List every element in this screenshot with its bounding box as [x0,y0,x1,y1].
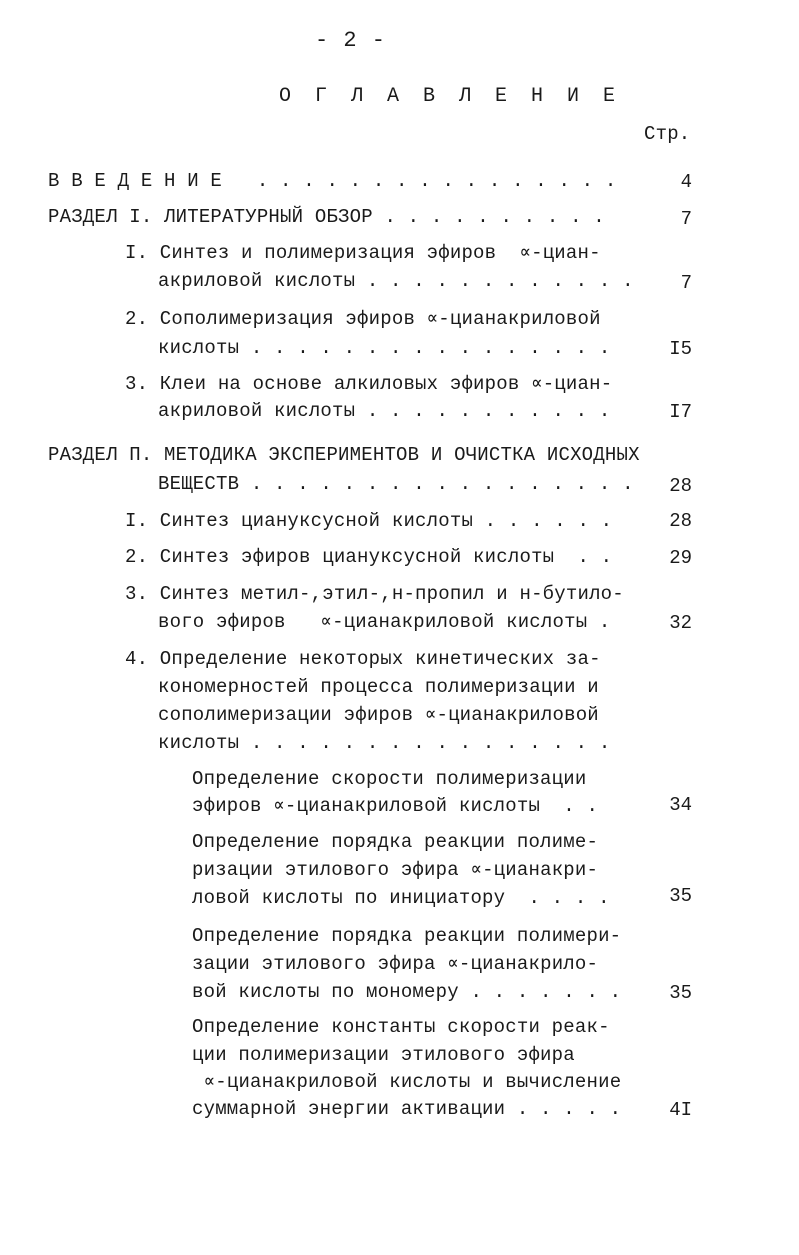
toc-entry-2-4-c-line2: зации этилового эфира ∝-цианакрило- [192,953,599,975]
toc-entry-2-4-a-line2: эфиров ∝-цианакриловой кислоты . . [192,795,599,817]
toc-page-2-4-a: 34 [669,794,692,816]
toc-entry-2-4-d-line2: ции полимеризации этилового эфира [192,1044,575,1066]
toc-entry-section-1: РАЗДЕЛ I. ЛИТЕРАТУРНЫЙ ОБЗОР . . . . . . . . . . [48,206,605,228]
toc-page-1-3: I7 [669,401,692,423]
toc-entry-2-1: I. Синтез циануксусной кислоты . . . . . . [125,510,613,532]
toc-entry-2-4-line2: кономерностей процесса полимеризации и [158,676,599,698]
toc-entry-2-4-a-line1: Определение скорости полимеризации [192,768,587,790]
toc-entry-2-2: 2. Синтез эфиров циануксусной кислоты . . [125,546,613,568]
toc-entry-2-4-line3: сополимеризации эфиров ∝-цианакриловой [158,704,599,726]
toc-entry-1-1-line2: акриловой кислоты . . . . . . . . . . . . [158,270,634,292]
toc-entry-intro: В В Е Д Е Н И Е . . . . . . . . . . . . . . . . [48,170,617,192]
toc-entry-1-3-line1: 3. Клеи на основе алкиловых эфиров ∝-циан- [125,373,613,395]
toc-entry-1-1-line1: I. Синтез и полимеризация эфиров ∝-циан- [125,242,601,264]
toc-entry-2-3-line2: вого эфиров ∝-цианакриловой кислоты . [158,611,611,633]
page-title: О Г Л А В Л Е Н И Е [279,85,622,108]
toc-entry-1-2-line2: кислоты . . . . . . . . . . . . . . . . [158,337,611,359]
toc-entry-2-4-d-line4: суммарной энергии активации . . . . . [192,1098,622,1120]
toc-page-2-2: 29 [669,547,692,569]
toc-page-2-4-b: 35 [669,885,692,907]
page-column-label: Стр. [644,123,691,145]
toc-entry-2-4-line4: кислоты . . . . . . . . . . . . . . . . [158,732,611,754]
toc-entry-2-4-c-line3: вой кислоты по мономеру . . . . . . . [192,981,622,1003]
toc-entry-2-4-b-line3: ловой кислоты по инициатору . . . . [192,887,610,909]
toc-entry-section-2-line1: РАЗДЕЛ П. МЕТОДИКА ЭКСПЕРИМЕНТОВ И ОЧИСТКА ИСХОДНЫХ [48,444,640,466]
toc-entry-2-4-line1: 4. Определение некоторых кинетических за- [125,648,601,670]
toc-page-1-2: I5 [669,338,692,360]
toc-page-2-4-c: 35 [669,982,692,1004]
toc-page-1-1: 7 [680,272,692,294]
toc-entry-2-3-line1: 3. Синтез метил-,этил-,н-пропил и н-бутило- [125,583,624,605]
toc-page-intro: 4 [680,171,692,193]
toc-entry-section-2-line2: ВЕЩЕСТВ . . . . . . . . . . . . . . . . . [158,473,634,495]
toc-entry-2-4-d-line1: Определение константы скорости реак- [192,1016,610,1038]
toc-page-2-3: 32 [669,612,692,634]
toc-page-2-4-d: 4I [669,1099,692,1121]
toc-entry-2-4-d-line3: ∝-цианакриловой кислоты и вычисление [192,1071,622,1093]
toc-page-section-2: 28 [669,475,692,497]
toc-page-section-1: 7 [680,208,692,230]
toc-entry-2-4-b-line1: Определение порядка реакции полиме- [192,831,599,853]
toc-page-2-1: 28 [669,510,692,532]
toc-entry-1-3-line2: акриловой кислоты . . . . . . . . . . . [158,400,611,422]
toc-entry-1-2-line1: 2. Сополимеризация эфиров ∝-цианакриловой [125,308,601,330]
toc-entry-2-4-c-line1: Определение порядка реакции полимери- [192,925,622,947]
toc-entry-2-4-b-line2: ризации этилового эфира ∝-цианакри- [192,859,599,881]
page-number: - 2 - [315,28,387,53]
